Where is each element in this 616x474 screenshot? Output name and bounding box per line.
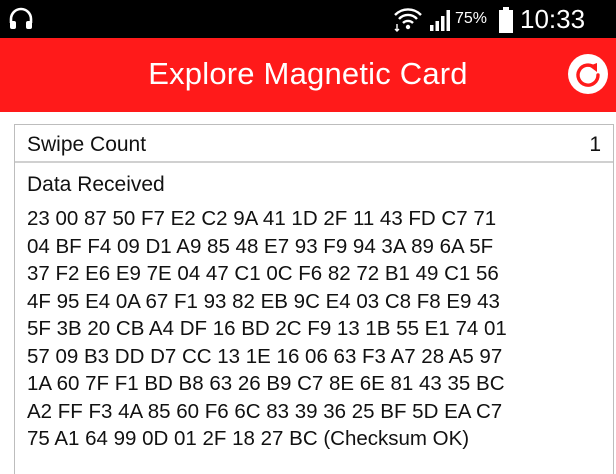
- data-line: 37 F2 E6 E9 7E 04 47 C1 0C F6 82 72 B1 49 C1 56: [27, 262, 499, 285]
- status-clock: 10:33: [520, 4, 586, 34]
- wifi-icon: [393, 6, 423, 32]
- data-line: 23 00 87 50 F7 E2 C2 9A 41 1D 2F 11 43 FD C7 71: [27, 207, 497, 230]
- data-line: 1A 60 7F F1 BD B8 63 26 B9 C7 8E 6E 81 43 35 BC: [27, 372, 505, 395]
- cell-signal-icon: [428, 8, 454, 32]
- data-line: 4F 95 E4 0A 67 F1 93 82 EB 9C E4 03 C8 F8 E9 43: [27, 289, 500, 313]
- battery-percent: 75%: [455, 10, 488, 27]
- status-bar: [0, 0, 616, 38]
- swipe-count-label: Swipe Count: [27, 133, 147, 156]
- data-line: 75 A1 64 99 0D 01 2F 18 27 BC (Checksum OK): [27, 427, 470, 450]
- app-title: Explore Magnetic Card: [148, 56, 468, 91]
- refresh-icon: [573, 59, 603, 89]
- data-received-label: Data Received: [27, 173, 165, 196]
- card-data-panel: [14, 124, 614, 474]
- action-bar: [0, 38, 616, 112]
- data-line: 57 09 B3 DD D7 CC 13 1E 16 06 63 F3 A7 28 A5 97: [27, 344, 503, 368]
- data-received-text: [27, 205, 616, 453]
- refresh-button[interactable]: [568, 54, 608, 94]
- data-line: A2 FF F3 4A 85 60 F6 6C 83 39 36 25 BF 5D EA C7: [27, 399, 503, 423]
- data-line: 5F 3B 20 CB A4 DF 16 BD 2C F9 13 1B 55 E1 74 01: [27, 317, 507, 340]
- battery-icon: [498, 6, 514, 34]
- swipe-count-value: 1: [589, 133, 601, 156]
- swipe-count-row: [15, 125, 613, 163]
- data-line: 04 BF F4 09 D1 A9 85 48 E7 93 F9 94 3A 89 6A 5F: [27, 234, 494, 258]
- headset-icon: [8, 7, 34, 31]
